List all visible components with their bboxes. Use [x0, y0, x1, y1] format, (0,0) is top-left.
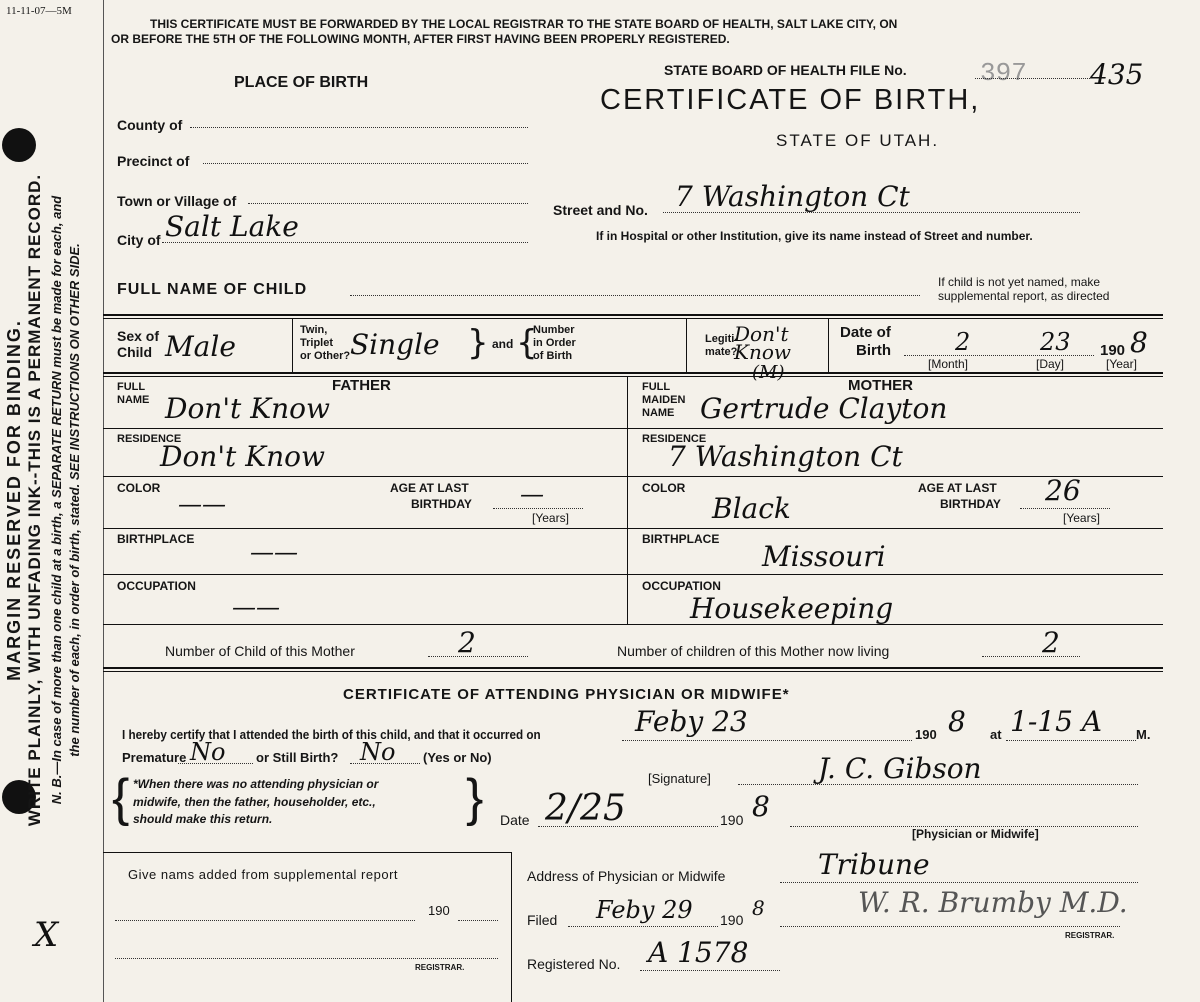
- mother-age-label-1: AGE AT LAST: [918, 481, 997, 495]
- date-year-printed: 190: [720, 812, 744, 828]
- mother-years-caption: [Years]: [1063, 511, 1100, 525]
- mother-age-label-2: BIRTHDAY: [940, 497, 1001, 511]
- mother-residence-label: RESIDENCE: [642, 433, 707, 445]
- note-brace-left: {: [112, 769, 130, 827]
- twin-value: Single: [350, 328, 440, 361]
- mother-birthplace-label: BIRTHPLACE: [642, 532, 720, 546]
- father-age-label-2: BIRTHDAY: [411, 497, 472, 511]
- physician-note-1: *When there was no attending physician or: [133, 777, 379, 791]
- birth-day-value: 23: [1040, 328, 1071, 356]
- signature-value: J. C. Gibson: [818, 752, 982, 785]
- mother-heading: MOTHER: [848, 377, 913, 394]
- father-residence-label: RESIDENCE: [117, 433, 182, 445]
- m-label: M.: [1136, 727, 1151, 742]
- signature-label: [Signature]: [648, 771, 711, 786]
- still-birth-label: or Still Birth?: [256, 750, 339, 765]
- twin-label-2: Triplet: [300, 337, 334, 349]
- rule-birthplace: [103, 528, 1163, 529]
- city-label: City of: [117, 232, 161, 248]
- child-number-field: [428, 656, 528, 657]
- physician-certify-text: I hereby certify that I attended the birth of this child, and that it occurred on: [122, 727, 541, 742]
- father-occupation-value: ——: [232, 593, 280, 621]
- children-living-label: Number of children of this Mother now living: [617, 643, 890, 659]
- rule-above-child: [103, 314, 1163, 316]
- children-living-value: 2: [1042, 626, 1060, 659]
- mother-color-value: Black: [712, 492, 791, 525]
- birth-month-value: 2: [955, 328, 971, 356]
- header-notice-line-2: OR BEFORE THE 5TH OF THE FOLLOWING MONTH, AFTER FIRST HAVING BEEN PROPERLY REGISTERED.: [111, 32, 730, 46]
- father-birthplace-label: BIRTHPLACE: [117, 532, 195, 546]
- mother-name-value: Gertrude Clayton: [700, 392, 948, 425]
- registrar-label: REGISTRAR.: [1065, 931, 1115, 940]
- filed-value: Feby 29: [596, 896, 693, 924]
- state-subtitle: STATE OF UTAH.: [776, 131, 940, 150]
- physician-note-2: midwife, then the father, householder, etc.,: [133, 795, 376, 809]
- mother-name-label-3: NAME: [642, 407, 675, 419]
- child-name-label: FULL NAME OF CHILD: [117, 281, 308, 298]
- mother-occupation-value: Housekeeping: [690, 592, 894, 625]
- county-label: County of: [117, 117, 183, 133]
- father-color-value: ——: [178, 490, 226, 518]
- legit-label-1: Legiti-: [705, 333, 738, 345]
- filed-label: Filed: [527, 912, 558, 928]
- county-field: [190, 127, 528, 128]
- margin-ink-text: WRITE PLAINLY, WITH UNFADING INK--THIS IS A PERMANENT RECORD.: [25, 173, 44, 827]
- year-caption: [Year]: [1106, 357, 1137, 371]
- physician-note-3: should make this return.: [133, 812, 273, 826]
- rule-counts: [103, 624, 1163, 625]
- mother-occupation-label: OCCUPATION: [642, 579, 721, 593]
- rule-color: [103, 476, 1163, 477]
- registered-field: [640, 970, 780, 971]
- rule-physician-2: [103, 671, 1163, 672]
- rule-supplemental-top: [103, 852, 511, 853]
- mother-mark: (M): [752, 362, 785, 383]
- margin-x-mark: X: [34, 915, 59, 955]
- rule-child-col-1: [292, 318, 293, 372]
- address-value: Tribune: [818, 848, 930, 881]
- street-value: 7 Washington Ct: [675, 180, 910, 213]
- still-birth-value: No: [360, 738, 396, 766]
- rule-below-child: [103, 372, 1163, 374]
- time-value: 1-15 A: [1010, 705, 1103, 738]
- form-code: 11-11-07—5M: [6, 5, 72, 17]
- father-name-label-2: NAME: [117, 394, 150, 406]
- supplemental-registrar-field: [115, 958, 498, 959]
- sex-value: Male: [165, 330, 236, 363]
- rule-child-col-3: [828, 318, 829, 372]
- at-label: at: [990, 727, 1002, 742]
- twin-brace: }: [467, 323, 489, 363]
- margin-note-2: the number of each, in order of birth, stated. SEE INSTRUCTIONS ON OTHER SIDE.: [67, 243, 82, 757]
- street-note: If in Hospital or other Institution, give its name instead of Street and number.: [596, 229, 1033, 243]
- father-birthplace-value: ——: [250, 538, 298, 566]
- father-heading: FATHER: [332, 377, 391, 394]
- premature-value: No: [190, 738, 226, 766]
- city-value: Salt Lake: [165, 210, 299, 243]
- date-label: Date: [500, 812, 530, 828]
- sex-label-2: Child: [117, 344, 152, 360]
- filed-year-printed: 190: [720, 912, 744, 928]
- date-of-birth-label-2: Birth: [856, 342, 891, 359]
- date-value: 2/25: [545, 788, 626, 829]
- birth-year-value: 8: [1130, 326, 1148, 359]
- occurred-year-printed: 190: [915, 727, 937, 742]
- mother-name-label-1: FULL: [642, 381, 671, 393]
- father-age-label-1: AGE AT LAST: [390, 481, 469, 495]
- father-name-label-1: FULL: [117, 381, 146, 393]
- father-color-label: COLOR: [117, 481, 161, 495]
- address-field: [780, 882, 1138, 883]
- town-field: [248, 203, 528, 204]
- child-number-value: 2: [458, 626, 476, 659]
- rule-residence: [103, 428, 1163, 429]
- legit-label-2: mate?: [705, 346, 738, 358]
- supplemental-registrar-label: REGISTRAR.: [415, 963, 465, 972]
- file-number-printed: 397: [980, 58, 1027, 88]
- twin-label-1: Twin,: [300, 324, 328, 336]
- children-living-field: [982, 656, 1080, 657]
- rule-supplemental-right: [511, 852, 512, 1002]
- supplemental-field: [115, 920, 415, 921]
- filed-field: [568, 926, 718, 927]
- birth-year-printed: 190: [1100, 342, 1126, 359]
- filed-year-value: 8: [752, 896, 765, 920]
- registered-value: A 1578: [648, 936, 749, 969]
- number-label-1: Number: [533, 324, 575, 336]
- yes-no-caption: (Yes or No): [423, 750, 492, 765]
- mother-birthplace-value: Missouri: [762, 540, 886, 573]
- registered-label: Registered No.: [527, 956, 621, 972]
- margin-binding-text: MARGIN RESERVED FOR BINDING.: [4, 319, 24, 681]
- supplemental-year-field: [458, 920, 498, 921]
- father-occupation-label: OCCUPATION: [117, 579, 196, 593]
- note-brace-right: }: [466, 769, 484, 827]
- street-label: Street and No.: [553, 202, 648, 218]
- twin-label-3: or Other?: [300, 350, 351, 362]
- father-residence-value: Don't Know: [160, 440, 325, 473]
- number-label-2: in Order: [533, 337, 576, 349]
- rule-below-child-2: [103, 376, 1163, 377]
- mother-name-label-2: MAIDEN: [642, 394, 686, 406]
- rule-physician: [103, 667, 1163, 669]
- month-caption: [Month]: [928, 357, 969, 371]
- header-notice-line-1: THIS CERTIFICATE MUST BE FORWARDED BY THE LOCAL REGISTRAR TO THE STATE BOARD OF HEALTH, SALT LAKE CITY, ON: [150, 17, 898, 31]
- rule-parents-divider: [627, 376, 628, 624]
- file-number-field: [975, 78, 1090, 79]
- child-number-label: Number of Child of this Mother: [165, 643, 355, 659]
- mother-age-value: 26: [1045, 474, 1081, 507]
- address-label: Address of Physician or Midwife: [527, 868, 726, 884]
- day-caption: [Day]: [1036, 357, 1065, 371]
- number-brace: {: [516, 323, 538, 363]
- father-age-value: —: [520, 480, 544, 508]
- occurred-field: [622, 740, 912, 741]
- date-year-value: 8: [752, 790, 770, 823]
- occurred-value: Feby 23: [635, 705, 748, 738]
- precinct-field: [203, 163, 528, 164]
- date-of-birth-label-1: Date of: [840, 324, 891, 341]
- supplemental-label: Give nams added from supplemental report: [128, 867, 399, 882]
- mother-age-field: [1020, 508, 1110, 509]
- number-label-3: of Birth: [533, 350, 573, 362]
- physician-role-caption: [Physician or Midwife]: [912, 827, 1039, 841]
- file-number-written: 435: [1090, 58, 1144, 91]
- registrar-signature-field: [780, 926, 1120, 927]
- and-label: and: [492, 337, 514, 351]
- registrar-signature: W. R. Brumby M.D.: [858, 886, 1128, 919]
- father-years-caption: [Years]: [532, 511, 569, 525]
- time-field: [1006, 740, 1136, 741]
- certificate-title: CERTIFICATE OF BIRTH,: [600, 84, 981, 116]
- rule-occupation: [103, 574, 1163, 575]
- legit-value: Don't Know: [734, 322, 791, 364]
- rule-above-child-2: [103, 318, 1163, 319]
- physician-heading: CERTIFICATE OF ATTENDING PHYSICIAN OR MIDWIFE*: [343, 686, 790, 703]
- margin-note-1: N. B.—In case of more than one child at a birth, a SEPARATE RETURN must be made for each, and: [49, 195, 64, 805]
- child-name-field: [350, 295, 920, 296]
- sex-label-1: Sex of: [117, 328, 160, 344]
- supplemental-year-printed: 190: [428, 903, 450, 918]
- occurred-year-value: 8: [948, 705, 966, 738]
- child-name-note-1: If child is not yet named, make: [938, 275, 1101, 289]
- mother-color-label: COLOR: [642, 481, 686, 495]
- rule-child-col-2: [686, 318, 687, 372]
- place-of-birth-heading: PLACE OF BIRTH: [234, 74, 369, 91]
- child-name-note-2: supplemental report, as directed: [938, 289, 1110, 303]
- mother-residence-value: 7 Washington Ct: [668, 440, 903, 473]
- file-number-label: STATE BOARD OF HEALTH FILE No.: [664, 62, 907, 78]
- father-age-field: [493, 508, 583, 509]
- premature-label: Premature: [122, 750, 187, 765]
- father-name-value: Don't Know: [165, 392, 330, 425]
- town-label: Town or Village of: [117, 193, 237, 209]
- precinct-label: Precinct of: [117, 153, 190, 169]
